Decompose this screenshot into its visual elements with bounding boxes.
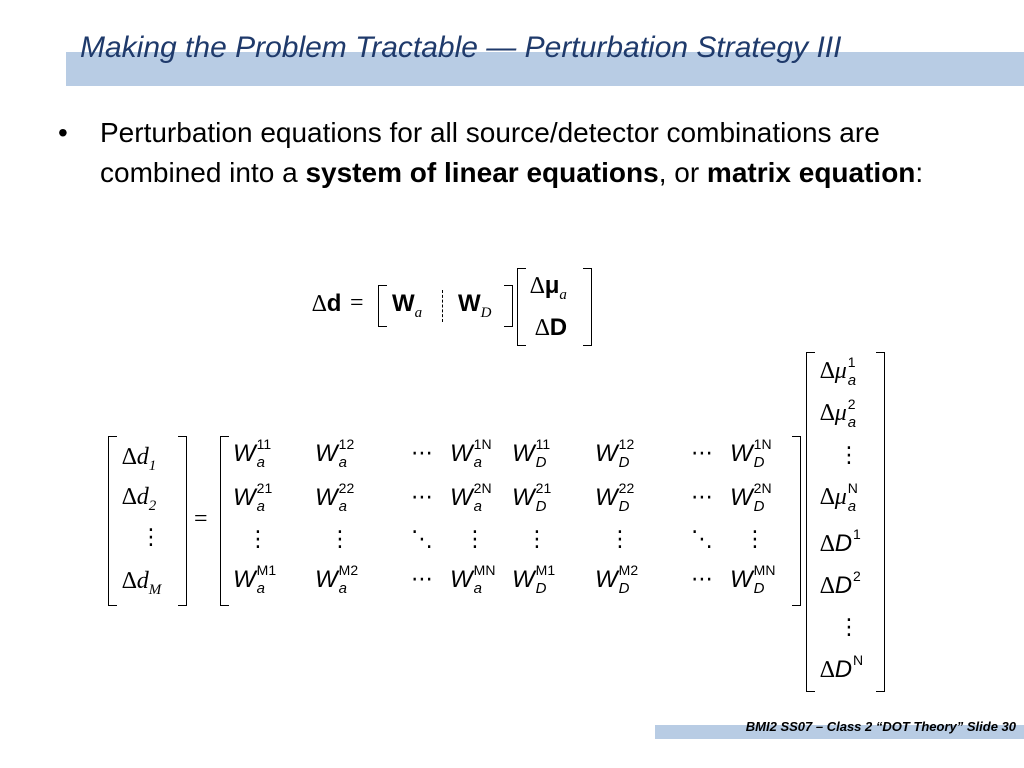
hdots: ⋯ — [411, 485, 433, 510]
W-superscript: M2 — [618, 562, 639, 578]
W-symbol: W — [315, 566, 338, 593]
rhs-symbol: D — [834, 572, 853, 599]
matrix-cell — [411, 484, 433, 511]
matrix-cell — [526, 526, 548, 553]
matrix-cell — [329, 526, 351, 553]
W-subscript: D — [535, 498, 547, 515]
Wa-W: W — [392, 290, 415, 317]
matrix-bracket-left — [220, 436, 229, 606]
delta-symbol: ∆ — [530, 273, 545, 299]
W-subscript: a — [338, 454, 347, 471]
bullet-bold-2: matrix equation — [706, 157, 916, 188]
bullet-text-2: , or — [658, 157, 707, 188]
W-subscript: a — [256, 580, 265, 597]
matrix-cell — [730, 436, 789, 471]
eq1-vec-bracket-right — [583, 268, 592, 346]
W-superscript: 11 — [256, 436, 272, 452]
bullet-text — [100, 113, 958, 193]
matrix-cell — [411, 440, 433, 467]
matrix-cell — [730, 562, 789, 597]
delta-symbol: ∆ — [312, 291, 327, 317]
W-symbol: W — [512, 566, 535, 593]
d-symbol: d — [136, 444, 149, 470]
matrix-cell — [512, 562, 571, 597]
matrix-cell — [411, 566, 433, 593]
rhs-entry — [820, 354, 865, 389]
W-scripts — [338, 480, 374, 515]
vdots: ⋮ — [464, 527, 486, 552]
W-subscript: D — [618, 498, 630, 515]
W-superscript: 22 — [618, 480, 635, 496]
W-symbol: W — [233, 440, 256, 467]
vdots: ⋮ — [838, 443, 860, 468]
eq1-WD — [458, 290, 492, 322]
W-superscript: M2 — [338, 562, 359, 578]
W-scripts — [753, 480, 789, 515]
eq2-equals: = — [194, 506, 208, 532]
W-scripts — [535, 562, 571, 597]
rhs-bracket-left — [806, 352, 815, 692]
D-symbol: D — [549, 314, 568, 341]
W-scripts — [535, 480, 571, 515]
W-superscript: 11 — [535, 436, 551, 452]
matrix-cell — [450, 562, 509, 597]
rhs-subscript: a — [847, 414, 857, 431]
W-symbol: W — [595, 440, 618, 467]
rhs-entry — [820, 396, 865, 431]
matrix-cell — [512, 480, 571, 515]
eq1-vec-bracket-left — [517, 268, 526, 346]
d-sub: 2 — [148, 498, 157, 514]
WD-W: W — [458, 290, 481, 317]
slide-footer: BMI2 SS07 – Class 2 “DOT Theory” Slide 30 — [745, 719, 1016, 734]
W-subscript: D — [753, 498, 765, 515]
eq1-bracket-right — [504, 285, 513, 327]
rhs-scripts — [847, 480, 865, 515]
W-superscript: 1N — [753, 436, 772, 452]
vdots: ⋮ — [247, 527, 269, 552]
W-subscript: D — [618, 454, 630, 471]
W-scripts — [753, 562, 789, 597]
W-scripts — [256, 562, 292, 597]
d-sub: 1 — [148, 458, 157, 474]
eq1-d: d — [326, 290, 342, 317]
matrix-cell — [595, 480, 654, 515]
matrix-cell — [691, 440, 713, 467]
rhs-superscript: 2 — [853, 568, 861, 584]
W-scripts — [338, 436, 374, 471]
matrix-cell — [609, 526, 631, 553]
matrix-cell — [730, 480, 789, 515]
rhs-symbol: μ — [834, 358, 847, 384]
rhs-entry — [820, 480, 865, 515]
lhs-entry — [122, 484, 156, 515]
bullet-text-3: : — [915, 157, 924, 188]
rhs-entry — [838, 442, 860, 469]
W-subscript: D — [535, 580, 547, 597]
d-symbol: d — [136, 484, 149, 510]
vdots: ⋮ — [329, 527, 351, 552]
matrix-cell — [691, 526, 713, 553]
rhs-bracket-right — [876, 352, 885, 692]
W-symbol: W — [730, 566, 753, 593]
ddots: ⋱ — [411, 527, 433, 552]
rhs-symbol: μ — [834, 484, 847, 510]
W-symbol: W — [512, 484, 535, 511]
rhs-scripts — [852, 568, 870, 602]
W-superscript: 21 — [535, 480, 552, 496]
rhs-superscript: N — [847, 480, 858, 496]
bullet-text-1: Perturbation equations for all source/detector combinations are combined into a — [100, 117, 880, 188]
W-scripts — [535, 436, 571, 471]
eq1-equals: = — [350, 290, 364, 316]
lhs-bracket-right — [178, 436, 187, 606]
eq1-bracket-left — [378, 285, 387, 327]
W-superscript: M1 — [256, 562, 277, 578]
mu-symbol: μ — [544, 272, 560, 299]
W-scripts — [338, 562, 374, 597]
matrix-cell — [233, 562, 292, 597]
W-scripts — [256, 436, 292, 471]
vdots: ⋮ — [526, 527, 548, 552]
W-scripts — [473, 436, 509, 471]
slide-title: Making the Problem Tractable — Perturbation Strategy III — [80, 31, 842, 64]
lhs-entry — [122, 568, 161, 599]
lhs-bracket-left — [108, 436, 117, 606]
d-sub: M — [148, 582, 162, 598]
vdots: ⋮ — [609, 527, 631, 552]
delta-symbol: ∆ — [122, 484, 137, 510]
vdots: ⋮ — [838, 615, 860, 640]
matrix-bracket-right — [792, 436, 801, 606]
bullet-paragraph — [58, 113, 958, 193]
rhs-symbol: μ — [834, 400, 847, 426]
matrix-cell — [512, 436, 571, 471]
ddots: ⋱ — [691, 527, 713, 552]
matrix-cell — [744, 526, 766, 553]
matrix-cell — [595, 436, 654, 471]
Wa-sub: a — [414, 305, 423, 321]
delta-symbol: ∆ — [820, 573, 835, 599]
W-scripts — [256, 480, 292, 515]
rhs-entry — [820, 652, 870, 686]
W-subscript: a — [473, 580, 482, 597]
delta-symbol: ∆ — [122, 568, 137, 594]
rhs-scripts — [847, 354, 865, 389]
W-subscript: D — [618, 580, 630, 597]
W-symbol: W — [730, 440, 753, 467]
lhs-entry — [122, 444, 156, 475]
hdots: ⋯ — [691, 485, 713, 510]
W-subscript: a — [256, 498, 265, 515]
hdots: ⋯ — [411, 567, 433, 592]
delta-symbol: ∆ — [820, 400, 835, 426]
rhs-scripts — [852, 526, 870, 560]
matrix-cell — [450, 436, 509, 471]
W-superscript: 12 — [618, 436, 635, 452]
W-symbol: W — [450, 566, 473, 593]
hdots: ⋯ — [411, 441, 433, 466]
W-symbol: W — [512, 440, 535, 467]
matrix-cell — [691, 566, 713, 593]
WD-sub: D — [480, 305, 492, 321]
W-subscript: D — [535, 454, 547, 471]
delta-symbol: ∆ — [820, 657, 835, 683]
delta-symbol: ∆ — [535, 315, 550, 341]
W-subscript: a — [338, 498, 347, 515]
W-superscript: 22 — [338, 480, 355, 496]
W-subscript: a — [473, 498, 482, 515]
W-symbol: W — [450, 440, 473, 467]
W-symbol: W — [595, 566, 618, 593]
W-superscript: MN — [753, 562, 776, 578]
matrix-cell — [411, 526, 433, 553]
bullet-bold-1: system of linear equations — [305, 157, 659, 188]
W-superscript: M1 — [535, 562, 556, 578]
W-superscript: MN — [473, 562, 496, 578]
W-subscript: a — [473, 454, 482, 471]
rhs-superscript: N — [853, 652, 864, 668]
hdots: ⋯ — [691, 567, 713, 592]
matrix-cell — [595, 562, 654, 597]
W-symbol: W — [233, 484, 256, 511]
matrix-cell — [233, 480, 292, 515]
delta-symbol: ∆ — [820, 531, 835, 557]
lhs-entry — [140, 524, 162, 551]
rhs-scripts — [847, 396, 865, 431]
bullet-marker: • — [58, 117, 68, 148]
W-superscript: 1N — [473, 436, 492, 452]
eq1-dmu — [530, 272, 567, 304]
W-scripts — [473, 480, 509, 515]
rhs-symbol: D — [834, 530, 853, 557]
W-subscript: D — [753, 454, 765, 471]
W-symbol: W — [730, 484, 753, 511]
rhs-scripts — [852, 652, 870, 686]
delta-symbol: ∆ — [820, 484, 835, 510]
vdots: ⋮ — [744, 527, 766, 552]
matrix-cell — [247, 526, 269, 553]
W-scripts — [618, 436, 654, 471]
W-symbol: W — [315, 484, 338, 511]
matrix-cell — [315, 480, 374, 515]
W-superscript: 21 — [256, 480, 273, 496]
matrix-cell — [691, 484, 713, 511]
rhs-superscript: 1 — [847, 354, 856, 370]
W-superscript: 2N — [473, 480, 492, 496]
hdots: ⋯ — [691, 441, 713, 466]
rhs-superscript: 2 — [847, 396, 856, 412]
eq1-dD — [535, 314, 567, 342]
rhs-subscript: a — [847, 498, 857, 515]
rhs-entry — [838, 614, 860, 641]
rhs-subscript: a — [847, 372, 857, 389]
mu-sub: a — [559, 287, 567, 303]
matrix-cell — [233, 436, 292, 471]
W-subscript: a — [338, 580, 347, 597]
matrix-cell — [315, 436, 374, 471]
W-subscript: D — [753, 580, 765, 597]
delta-symbol: ∆ — [820, 358, 835, 384]
W-superscript: 12 — [338, 436, 355, 452]
rhs-superscript: 1 — [853, 526, 861, 542]
eq1-Wa — [392, 290, 422, 322]
W-scripts — [753, 436, 789, 471]
rhs-entry — [820, 568, 870, 602]
W-scripts — [618, 480, 654, 515]
W-symbol: W — [233, 566, 256, 593]
matrix-cell — [315, 562, 374, 597]
W-symbol: W — [450, 484, 473, 511]
W-scripts — [618, 562, 654, 597]
rhs-symbol: D — [834, 656, 853, 683]
d-symbol: d — [136, 568, 149, 594]
W-superscript: 2N — [753, 480, 772, 496]
matrix-cell — [450, 480, 509, 515]
eq1-lhs — [312, 290, 341, 318]
W-scripts — [473, 562, 509, 597]
W-symbol: W — [595, 484, 618, 511]
delta-symbol: ∆ — [122, 444, 137, 470]
eq1-partition — [442, 290, 443, 322]
W-symbol: W — [315, 440, 338, 467]
matrix-cell — [464, 526, 486, 553]
rhs-entry — [820, 526, 870, 560]
W-subscript: a — [256, 454, 265, 471]
vdots: ⋮ — [140, 525, 162, 550]
